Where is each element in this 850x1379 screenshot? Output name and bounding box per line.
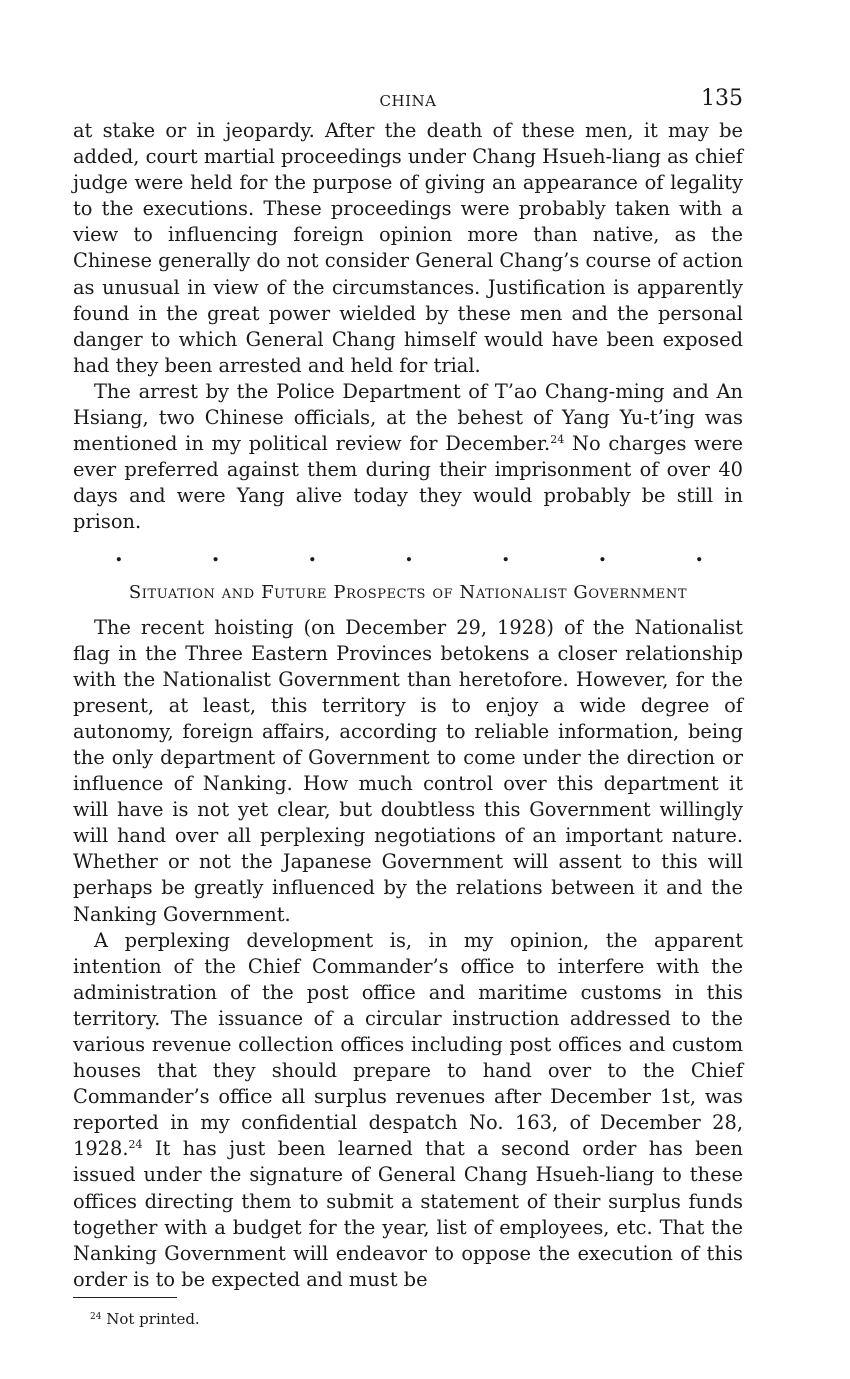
- paragraph-nationalist-flag: The recent hoisting (on December 29, 1928) of the Nationalist flag in the Three Eastern Provinces betokens a closer relationship with the Nationalist Government than heretofore. However, for the present, at least, this territory is to enjoy a wide degree of autonomy, foreign affairs, according to reliable information, being the only department of Government to come under the direction or influence of Nanking. How much control over this department it will have is not yet clear, but doubtless this Government willingly will hand over all perplexing negotiations of an important nature. Whether or not the Japanese Government will assent to this will perhaps be greatly influenced by the relations between it and the Nanking Government.: [73, 615, 743, 926]
- footnote-reference: 24: [128, 1138, 143, 1152]
- paragraph-continued: at stake or in jeopardy. After the death of these men, it may be added, court martial proceedings under Chang Hsueh-liang as chief judge were held for the purpose of giving an appearance of legality to the executions. These proceedings were probably taken with a view to influencing foreign opinion more than native, as the Chinese generally do not consider General Chang’s course of action as unusual in view of the circumstances. Justification is apparently found in the great power wielded by these men and the personal danger to which General Chang himself would have been exposed had they been arrested and held for trial.: [73, 119, 743, 377]
- omission-dots: [73, 536, 743, 572]
- page-header: [73, 84, 743, 118]
- omission-dot: .: [115, 540, 123, 567]
- footnote-marker: 24: [90, 1311, 102, 1322]
- omission-dot: .: [501, 540, 510, 567]
- running-head: CHINA: [379, 92, 437, 110]
- section-heading: Situation and Future Prospects of Nationalist Government: [128, 581, 688, 603]
- omission-dot: .: [405, 540, 413, 567]
- omission-dot: .: [695, 540, 703, 567]
- paragraph-text: No charges were ever preferred against them during their imprisonment of over 40 days and were Yang alive today they would probably be still in prison.: [73, 432, 743, 534]
- omission-dot: .: [598, 540, 607, 567]
- omission-dot: .: [211, 540, 220, 567]
- paragraph-arrest: [73, 379, 743, 536]
- omission-dot: .: [308, 540, 317, 567]
- footnote-divider: [73, 1297, 177, 1298]
- paragraph-text: It has just been learned that a second order has been issued under the signature of General Chang Hsueh-liang to these offices directing them to submit a statement of their surplus funds together with a budget for the year, list of employees, etc. That the Nanking Government will endeavor to oppose the execution of this order is to be expected and must be: [73, 1137, 743, 1291]
- document-page: [73, 84, 743, 1328]
- paragraph-text: The arrest by the Police Department of T’ao Chang-ming and An Hsiang, two Chinese officials, at the behest of Yang Yu-t’ing was mentioned in my political review for December.: [73, 379, 743, 456]
- footnote: [73, 1310, 743, 1328]
- paragraph-text: A perplexing development is, in my opinion, the apparent intention of the Chief Commander’s office to interfere with the administration of the post office and maritime customs in this territory. The issuance of a circular instruction addressed to the various revenue collection offices including post offices and custom houses that they should prepare to hand over to the Chief Commander’s office all surplus revenues after December 1st, was reported in my confidential despatch No. 163, of December 28, 1928.: [73, 928, 743, 1161]
- page-number: 135: [701, 86, 743, 111]
- footnote-reference: 24: [550, 433, 565, 447]
- paragraph-perplexing-development: [73, 928, 743, 1293]
- footnote-text: Not printed.: [106, 1309, 200, 1328]
